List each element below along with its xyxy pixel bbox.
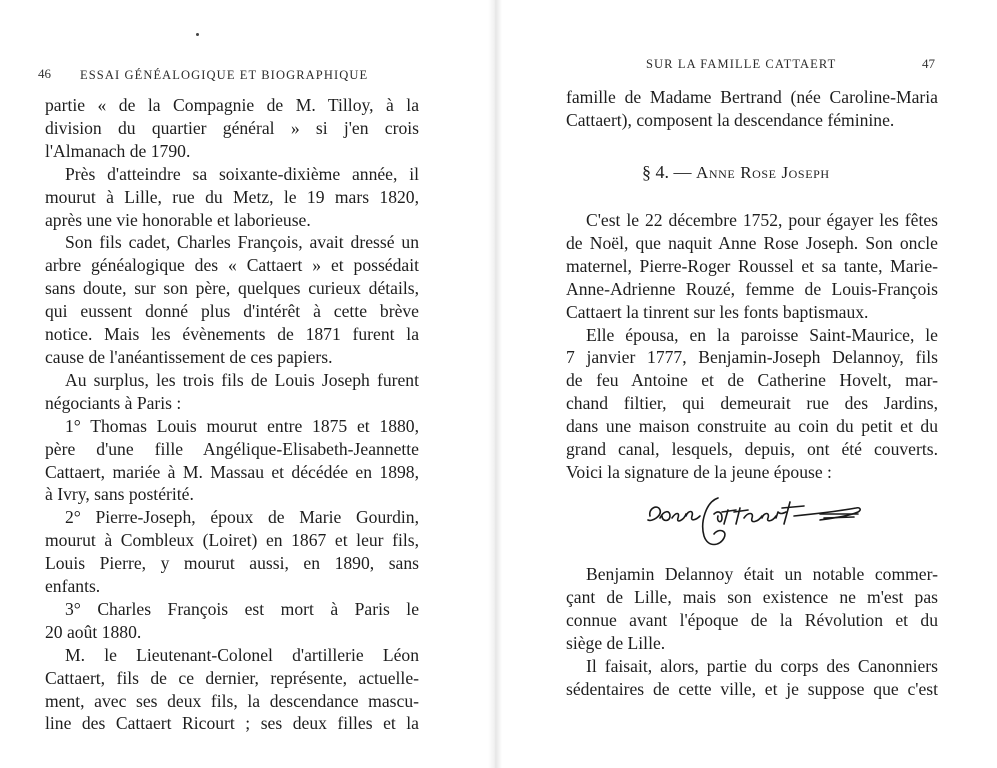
text-line: siège de Lille. (566, 632, 666, 653)
text-line: Benjamin Delannoy était un notable commer- (586, 564, 938, 584)
text-line: 7 janvier 1777, Benjamin-Joseph Delannoy, fils (566, 347, 938, 368)
text-line: Louis Pierre, y mourut aussi, en 1890, sans (45, 553, 419, 574)
right-page (502, 0, 997, 768)
section-number: § 4. — (642, 162, 692, 182)
text-line: à Ivry, sans postérité. (45, 484, 194, 505)
text-line: 3° Charles François est mort à Paris le (65, 598, 419, 619)
right-top-text (566, 86, 938, 132)
handwritten-signature (644, 488, 874, 550)
text-line: notice. Mais les évènements de 1871 furent la (45, 324, 419, 345)
left-page (0, 0, 488, 768)
book-gutter (488, 0, 502, 768)
right-body-text-a (566, 209, 938, 484)
text-line: qui eussent donné plus d'intérêt à cette brève (45, 301, 419, 322)
text-line: dans une maison construite au coin du petit et du (566, 416, 938, 437)
text-line: Son fils cadet, Charles François, avait dressé un (65, 232, 419, 253)
left-page-number: 46 (38, 66, 51, 81)
text-line: partie « de la Compagnie de M. Tilloy, à la (45, 95, 419, 115)
right-running-head: SUR LA FAMILLE CATTAERT (646, 57, 837, 71)
signature-drawing (644, 488, 874, 550)
text-line: Cattaert, mariée à M. Massau et décédée en 1898, (45, 461, 419, 482)
text-line: famille de Madame Bertrand (née Caroline-Maria (566, 87, 938, 107)
section-title: Anne Rose Joseph (696, 163, 830, 182)
text-line: après une vie honorable et laborieuse. (45, 209, 311, 230)
text-line: Il faisait, alors, partie du corps des Canonniers (586, 655, 938, 676)
text-line: négociants à Paris : (45, 392, 182, 413)
text-line: line des Cattaert Ricourt ; ses deux filles et la (45, 713, 419, 734)
text-line: C'est le 22 décembre 1752, pour égayer les fêtes (586, 210, 938, 230)
print-speck (196, 33, 199, 36)
text-line: Près d'atteindre sa soixante-dixième année, il (65, 163, 419, 184)
text-line: l'Almanach de 1790. (45, 140, 191, 161)
right-body-text-b (566, 563, 938, 700)
text-line: Elle épousa, en la paroisse Saint-Maurice, le (586, 324, 938, 345)
text-line: Cattaert, fils de ce dernier, représente, actuelle- (45, 667, 419, 688)
text-line: chand filtier, qui demeurait rue des Jardins, (566, 393, 938, 414)
text-line: çant de Lille, mais son existence ne m'est pas (566, 586, 938, 607)
text-line: connue avant l'époque de la Révolution et du (566, 609, 938, 630)
text-line: père d'une fille Angélique-Elisabeth-Jeannette (45, 438, 419, 459)
text-line: 2° Pierre-Joseph, époux de Marie Gourdin, (65, 507, 419, 528)
text-line: mourut à Lille, rue du Metz, le 19 mars 1820, (45, 186, 419, 207)
text-line: Anne-Adrienne Rouzé, femme de Louis-François (566, 278, 938, 299)
text-line: ment, avec ses deux fils, la descendance mascu- (45, 690, 419, 711)
text-line: Voici la signature de la jeune épouse : (566, 461, 832, 482)
text-line: division du quartier général » si j'en crois (45, 117, 419, 138)
text-line: enfants. (45, 576, 101, 597)
text-line: cause de l'anéantissement de ces papiers. (45, 346, 333, 367)
text-line: grand canal, lesquels, depuis, ont été couverts. (566, 439, 938, 460)
text-line: M. le Lieutenant-Colonel d'artillerie Léon (65, 644, 419, 665)
text-line: mourut à Combleux (Loiret) en 1867 et leur fils, (45, 530, 419, 551)
section-heading (642, 162, 830, 183)
left-running-head: ESSAI GÉNÉALOGIQUE ET BIOGRAPHIQUE (80, 68, 369, 82)
text-line: sédentaires de cette ville, et je suppose que c'est (566, 678, 938, 699)
text-line: Cattaert), composent la descendance féminine. (566, 109, 895, 130)
left-body-text (45, 94, 419, 735)
right-page-number: 47 (922, 56, 935, 71)
text-line: Cattaert la tinrent sur les fonts baptismaux. (566, 301, 869, 322)
text-line: de Noël, que naquit Anne Rose Joseph. Son oncle (566, 232, 938, 253)
text-line: de feu Antoine et de Catherine Hovelt, mar- (566, 370, 938, 391)
text-line: 1° Thomas Louis mourut entre 1875 et 1880, (65, 415, 419, 436)
text-line: maternel, Pierre-Roger Roussel et sa tante, Marie- (566, 255, 938, 276)
text-line: sans doute, sur son père, quelques curieux détails, (45, 278, 419, 299)
text-line: Au surplus, les trois fils de Louis Joseph furent (65, 369, 419, 390)
text-line: 20 août 1880. (45, 621, 142, 642)
text-line: arbre généalogique des « Cattaert » et possédait (45, 255, 419, 276)
